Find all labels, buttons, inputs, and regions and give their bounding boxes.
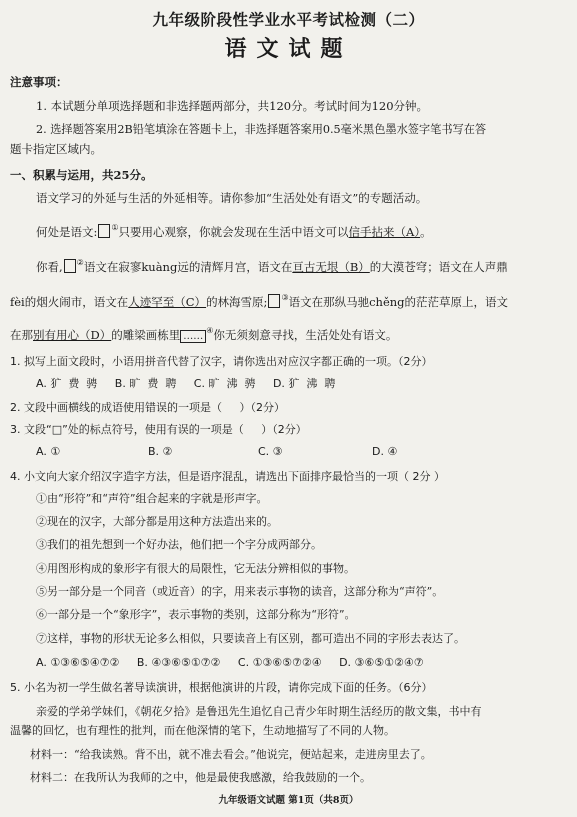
idiom-b: 亘古无垠（B） — [292, 260, 370, 274]
notice-item-2a: 2. 选择题答案用2B铅笔填涂在答题卡上，非选择题答案用0.5毫米黑色墨水签字笔书写在答 — [36, 123, 487, 136]
notice-heading: 注意事项： — [10, 75, 68, 89]
notice-item-2b: 题卡指定区域内。 — [10, 142, 102, 156]
section-heading: 一、积累与运用，共25分。 — [10, 168, 153, 182]
q4-sentence-5: ⑤另一部分是一个同音（或近音）的字，用来表示事物的读音，这部分称为“声符”。 — [36, 585, 444, 598]
mark-4: ④ — [206, 326, 214, 335]
page-footer: 九年级语文试题 第1页（共8页） — [218, 795, 359, 806]
mark-3: ③ — [281, 293, 289, 302]
idiom-c: 人迹罕至（C） — [128, 295, 207, 309]
mark-2: ② — [76, 258, 84, 267]
q3-stem: 3. 文段“□”处的标点符号，使用有误的一项是（ ）（2分） — [10, 423, 307, 436]
mark-1: ① — [111, 223, 119, 232]
q4-options: A. ①③⑥⑤④⑦② B. ④③⑥⑤①⑦② C. ①③⑥⑤⑦②④ D. ③⑥⑤①②④⑦ — [36, 656, 424, 669]
q3-option-b: B. ② — [148, 445, 173, 458]
idiom-a: 信手拈来（A） — [348, 225, 421, 239]
q3-option-d: D. ④ — [372, 445, 398, 458]
q4-sentence-3: ③我们的祖先想到一个好办法，他们把一个字分成两部分。 — [36, 538, 322, 551]
blank-box-3 — [268, 294, 280, 308]
notice-item-1: 1. 本试题分单项选择题和非选择题两部分，共120分。考试时间为120分钟。 — [36, 99, 429, 113]
exam-title: 九年级阶段性学业水平考试检测（二） — [152, 10, 425, 29]
q3-option-a: A. ① — [36, 445, 61, 458]
blank-box-4: …… — [180, 330, 206, 343]
q5-material-2: 材料二：在我所认为我师的之中，他是最使我感激，给我鼓励的一个。 — [30, 771, 371, 784]
q5-paragraph-b: 温馨的回忆，也有理性的批判，而在他深情的笔下，生动地描写了不同的人物。 — [10, 724, 395, 737]
passage-line-1: 何处是语文: ①只要用心观察，你就会发现在生活中语文可以信手拈来（A）。 — [36, 223, 432, 239]
q2-stem: 2. 文段中画横线的成语使用错误的一项是（ ）（2分） — [10, 401, 285, 414]
q4-stem: 4. 小文向大家介绍汉字造字方法，但是语序混乱，请选出下面排序最恰当的一项（ 2分 ） — [10, 470, 445, 483]
passage-line-3: fèi的烟火闹市，语文在人迹罕至（C）的林海雪原; ③语文在那纵马驰chěng的茫茫草原上，语文 — [10, 293, 509, 309]
q3-option-c: C. ③ — [258, 445, 283, 458]
blank-box-1 — [98, 224, 110, 238]
q5-stem: 5. 小名为初一学生做名著导读演讲，根据他演讲的片段，请你完成下面的任务。（6分） — [10, 681, 433, 694]
passage-line-2: 你看, ②语文在寂寥kuàng远的清辉月宫，语文在亘古无垠（B）的大漠苍穹；语文在人声鼎 — [36, 258, 508, 274]
q5-material-1: 材料一：“给我读熟。背不出，就不准去看会。”他说完，便站起来，走进房里去了。 — [30, 748, 432, 761]
passage-line-4: 在那别有用心（D）的雕梁画栋里 ……④你无须刻意寻找，生活处处有语文。 — [10, 326, 398, 342]
q5-paragraph-a: 亲爱的学弟学妹们，《朝花夕拾》是鲁迅先生追忆自己青少年时期生活经历的散文集，书中有 — [36, 705, 482, 718]
idiom-d: 别有用心（D） — [33, 328, 112, 342]
q1-stem: 1. 拟写上面文段时，小语用拼音代替了汉字，请你选出对应汉字都正确的一项。（2分） — [10, 355, 433, 368]
q4-sentence-6: ⑥一部分是一个“象形字”，表示事物的类别，这部分称为“形符”。 — [36, 608, 356, 621]
section-intro: 语文学习的外延与生活的外延相等。请你参加“生活处处有语文”的专题活动。 — [36, 191, 428, 205]
blank-box-2 — [64, 259, 76, 273]
q4-sentence-1: ①由“形符”和“声符”组合起来的字就是形声字。 — [36, 492, 268, 505]
q4-sentence-7: ⑦这样，事物的形状无论多么相似，只要读音上有区别，都可造出不同的字形去表达了。 — [36, 632, 465, 645]
q1-options: A. 犷 费 骋 B. 旷 费 聘 C. 旷 沸 骋 D. 犷 沸 聘 — [36, 377, 336, 390]
q4-sentence-2: ②现在的汉字，大部分都是用这种方法造出来的。 — [36, 515, 278, 528]
q4-sentence-4: ④用图形构成的象形字有很大的局限性，它无法分辨相似的事物。 — [36, 562, 355, 575]
subject-title: 语文试题 — [224, 36, 353, 62]
